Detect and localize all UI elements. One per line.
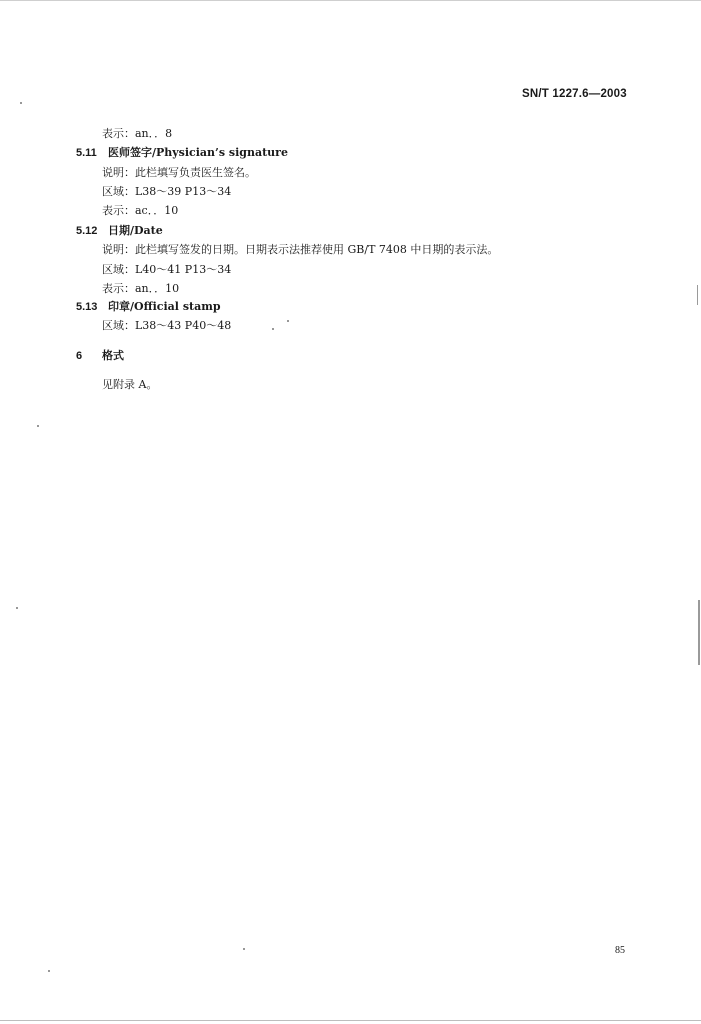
scan-edge-right — [698, 600, 700, 665]
scan-edge-top — [0, 0, 701, 1]
section-title: 格式 — [102, 349, 124, 362]
section-6-heading — [76, 347, 124, 363]
scan-speck — [287, 320, 289, 322]
representation-line: 表示：an．．8 — [102, 127, 173, 140]
appendix-reference-line: 见附录 A。 — [102, 378, 158, 391]
area-line: 区域：L38～43 P40～48 — [102, 319, 232, 332]
scan-edge-right — [697, 285, 698, 305]
section-number: 5.12 — [76, 225, 98, 237]
description-line: 说明：此栏填写负责医生签名。 — [102, 166, 256, 179]
section-5-12-heading — [76, 222, 163, 238]
section-5-11-heading — [76, 144, 288, 160]
section-title: 印章/Official stamp — [108, 300, 221, 313]
section-title: 医师签字/Physician’s signature — [108, 146, 288, 159]
description-line: 说明：此栏填写签发的日期。日期表示法推荐使用 GB/T 7408 中日期的表示法。 — [102, 243, 499, 256]
scan-speck — [20, 102, 22, 104]
standard-code: SN/T 1227.6—2003 — [522, 88, 627, 100]
section-title: 日期/Date — [108, 224, 163, 237]
section-number: 5.13 — [76, 301, 98, 313]
scan-speck — [272, 328, 274, 330]
section-number: 6 — [76, 350, 83, 362]
page-number: 85 — [615, 945, 625, 956]
section-5-13-heading — [76, 298, 221, 314]
representation-line: 表示：an．．10 — [102, 282, 180, 295]
scan-speck — [16, 607, 18, 609]
scan-speck — [37, 425, 39, 427]
scan-speck — [48, 970, 50, 972]
area-line: 区域：L38～39 P13～34 — [102, 185, 232, 198]
scan-edge-bottom — [0, 1020, 701, 1021]
representation-line: 表示：ac．．10 — [102, 204, 179, 217]
area-line: 区域：L40～41 P13～34 — [102, 263, 232, 276]
scan-speck — [243, 948, 245, 950]
section-number: 5.11 — [76, 147, 97, 159]
